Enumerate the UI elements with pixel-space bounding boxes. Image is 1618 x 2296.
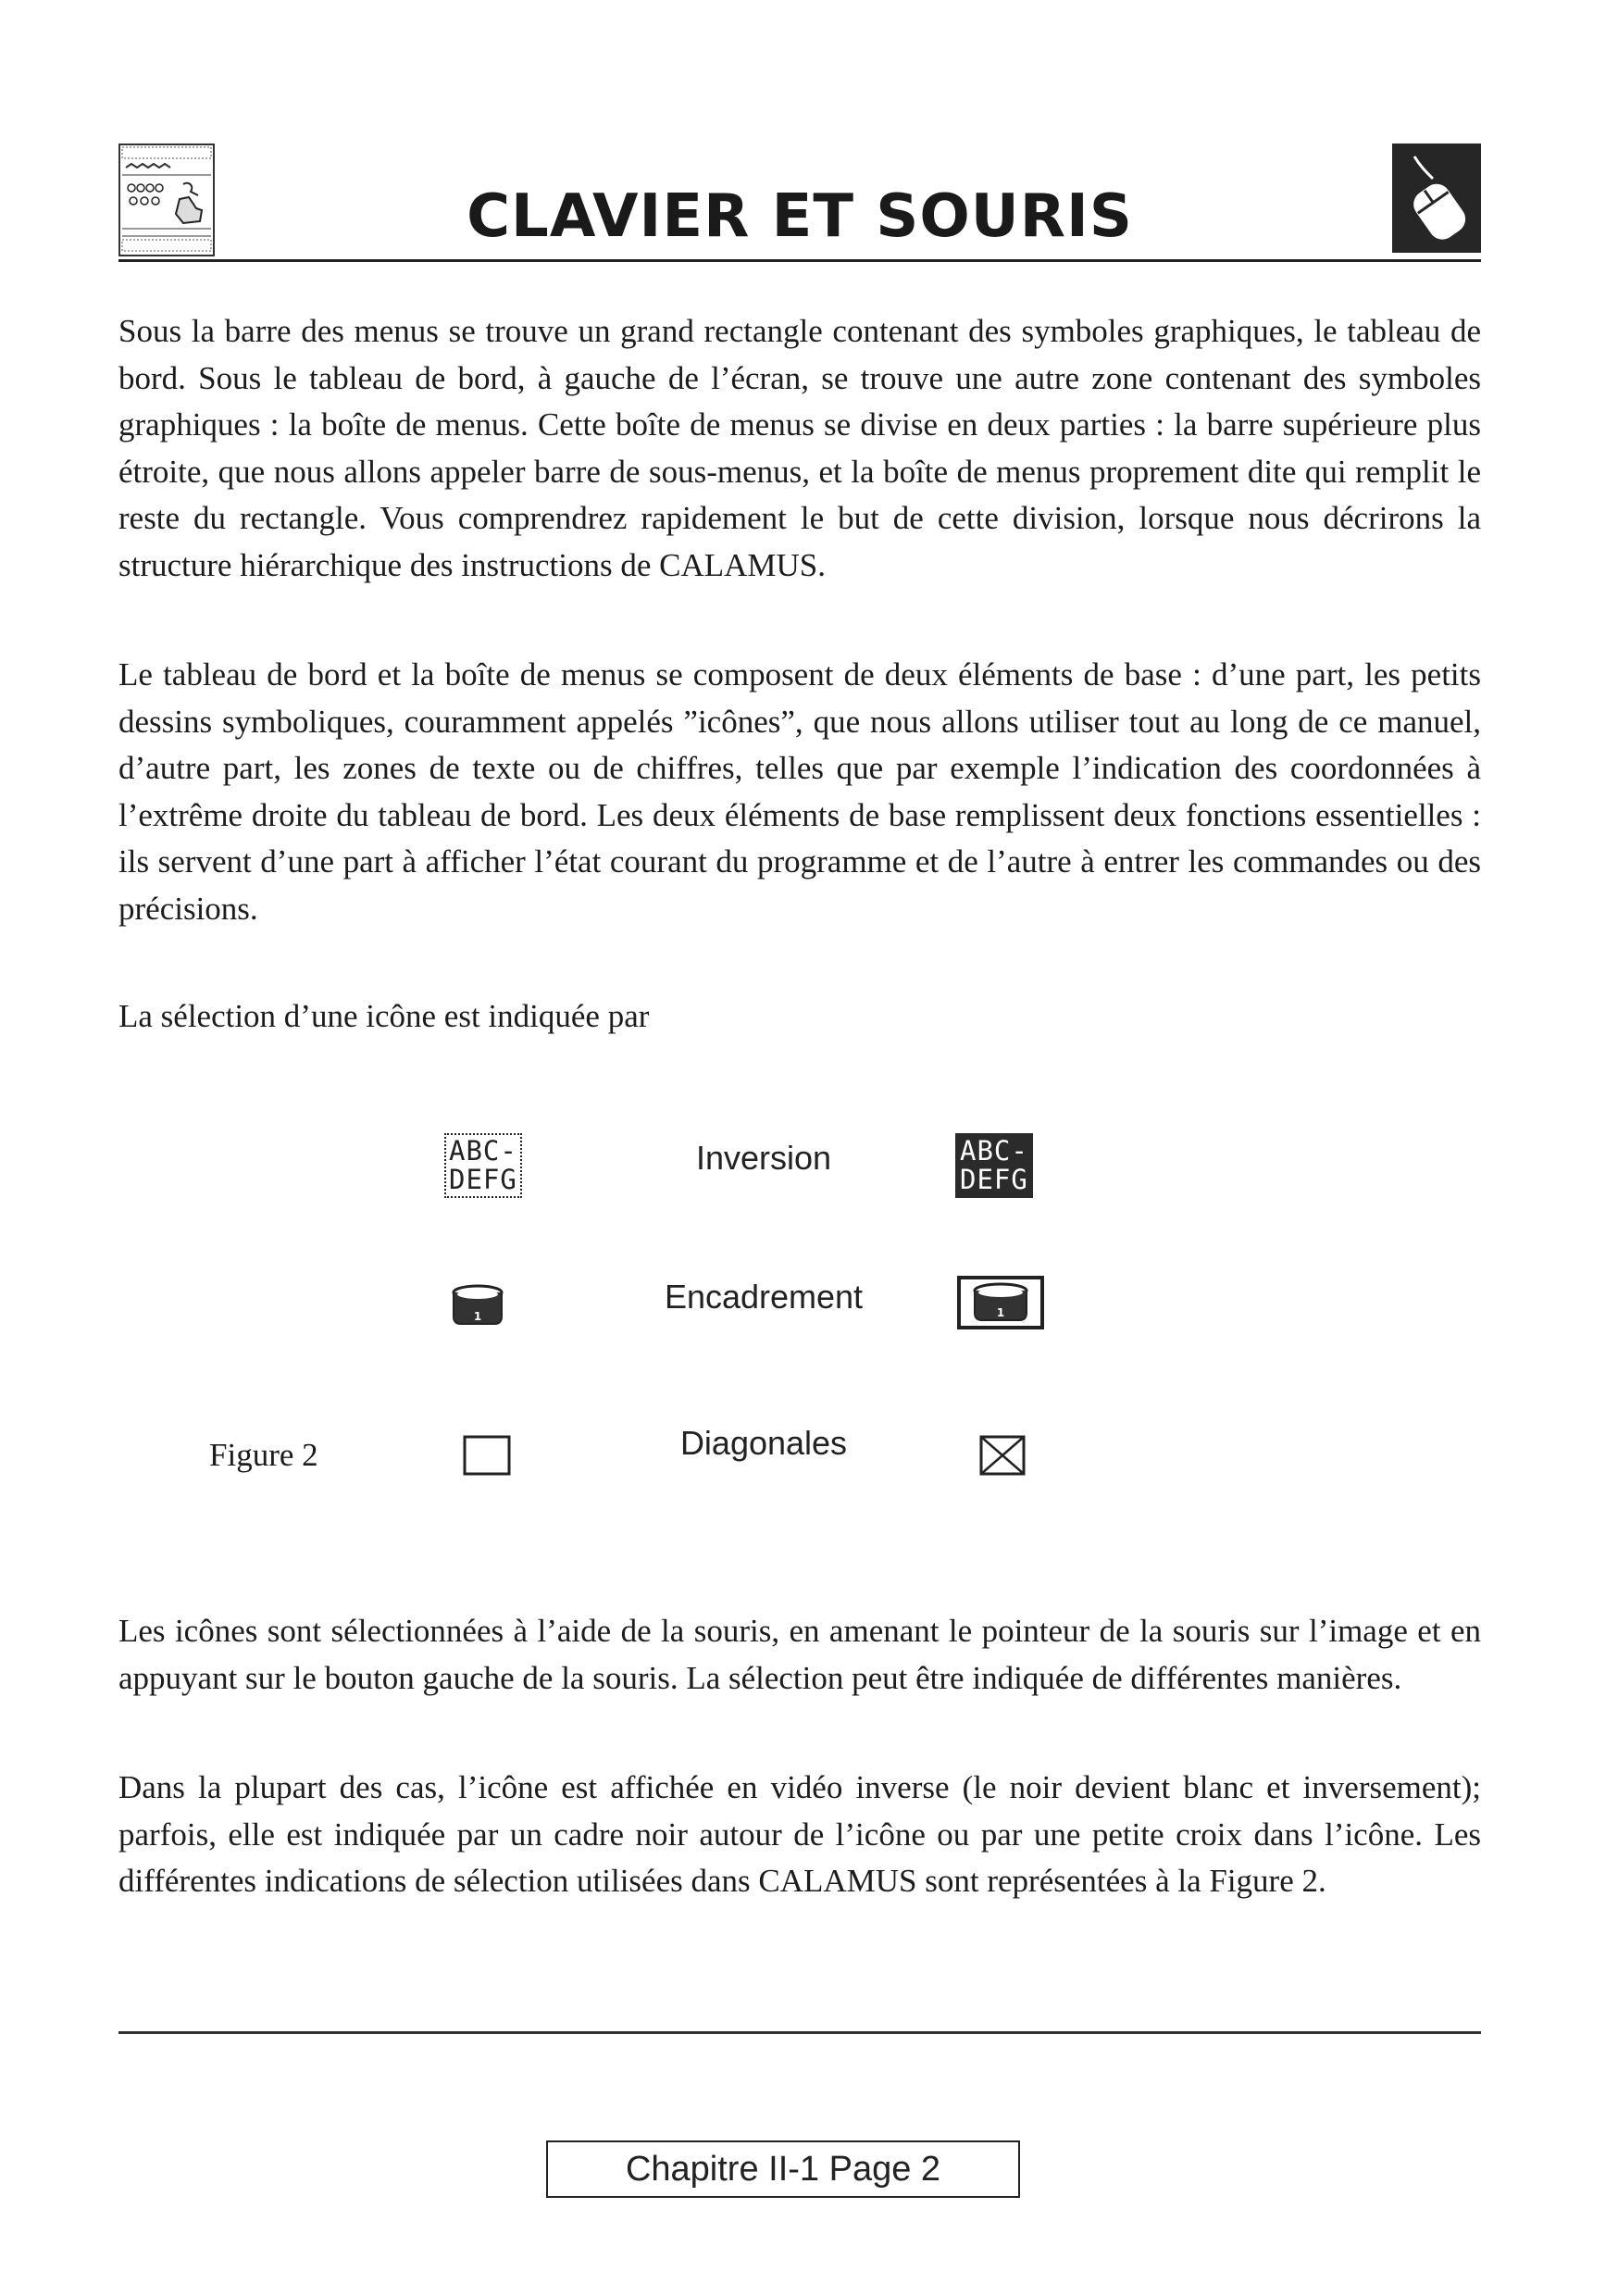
figure-label-encadrement: Encadrement [664, 1278, 864, 1316]
empty-square-icon [463, 1435, 511, 1476]
svg-text:1: 1 [996, 1306, 1005, 1319]
page-number-box: Chapitre II-1 Page 2 [546, 2140, 1020, 2198]
paragraph-video-inverse: Dans la plupart des cas, l’icône est affichée en vidéo inverse (le noir devient blanc et inversement); parfois, elle est indiquée par un cadre noir autour de l’icône ou par une petite croix dans l’icône. Les différentes indications de sélection utilisées dans CALAMUS sont représentées à la Figure 2. [118, 1769, 1481, 1899]
abc-text-line-2: DEFG [960, 1164, 1028, 1195]
header-rule [118, 259, 1481, 262]
abc-text-inverted-icon [955, 1133, 1033, 1198]
figure-caption: Figure 2 [209, 1437, 318, 1473]
paragraph-selection-souris: Les icônes sont sélectionnées à l’aide de la souris, en amenant le pointeur de la souris sur l’image et en appuyant sur le bouton gauche de la souris. La sélection peut être indiquée de différentes manières. [118, 1613, 1481, 1696]
figure-row-encadrement [0, 1278, 1618, 1370]
abc-text-line-1: ABC- [960, 1135, 1028, 1167]
paragraph-elements-de-base: Le tableau de bord et la boîte de menus se composent de deux éléments de base : d’une part, les petits dessins symboliques, couramment appelés ”icônes”, que nous allons utiliser tout au long de ce manuel, d’autre part, les zones de texte ou de chiffres, telles que par exemple l’indication des coordonnées à l’extrême droite du tableau de bord. Les deux éléments de base remplissent deux fonctions essentielles : ils servent d’une part à afficher l’état courant du programme et de l’autre à entrer les commandes ou des précisions. [118, 656, 1481, 927]
svg-text:1: 1 [473, 1310, 482, 1323]
abc-text-icon [444, 1133, 522, 1198]
figure-row-inversion [0, 1129, 1618, 1222]
drawer-1-framed-icon [957, 1276, 1044, 1329]
abc-text-line-1: ABC- [449, 1135, 517, 1167]
footer-rule [118, 2031, 1481, 2034]
page-header [118, 144, 1481, 262]
mouse-icon [1392, 144, 1481, 253]
figure-label-diagonales: Diagonales [679, 1424, 848, 1462]
paragraph-tableau-de-bord: Sous la barre des menus se trouve un grand rectangle contenant des symboles graphiques, le tableau de bord. Sous le tableau de bord, à gauche de l’écran, se trouve une autre zone contenant des symboles graphiques : la boîte de menus. Cette boîte de menus se divise en deux parties : la barre supérieure plus étroite, que nous allons appeler barre de sous-menus, et la boîte de menus proprement dite qui remplit le reste du rectangle. Vous comprendrez rapidement le but de cette division, lorsque nous décrirons la structure hiérarchique des instructions de CALAMUS. [118, 313, 1481, 583]
crossed-square-icon [979, 1435, 1026, 1476]
figure-label-inversion: Inversion [695, 1139, 832, 1177]
paragraph-selection-intro: La sélection d’une icône est indiquée par [118, 998, 650, 1034]
abc-text-line-2: DEFG [449, 1164, 517, 1195]
page-title: CLAVIER ET SOURIS [467, 182, 1133, 251]
drawer-1-icon [450, 1283, 505, 1328]
